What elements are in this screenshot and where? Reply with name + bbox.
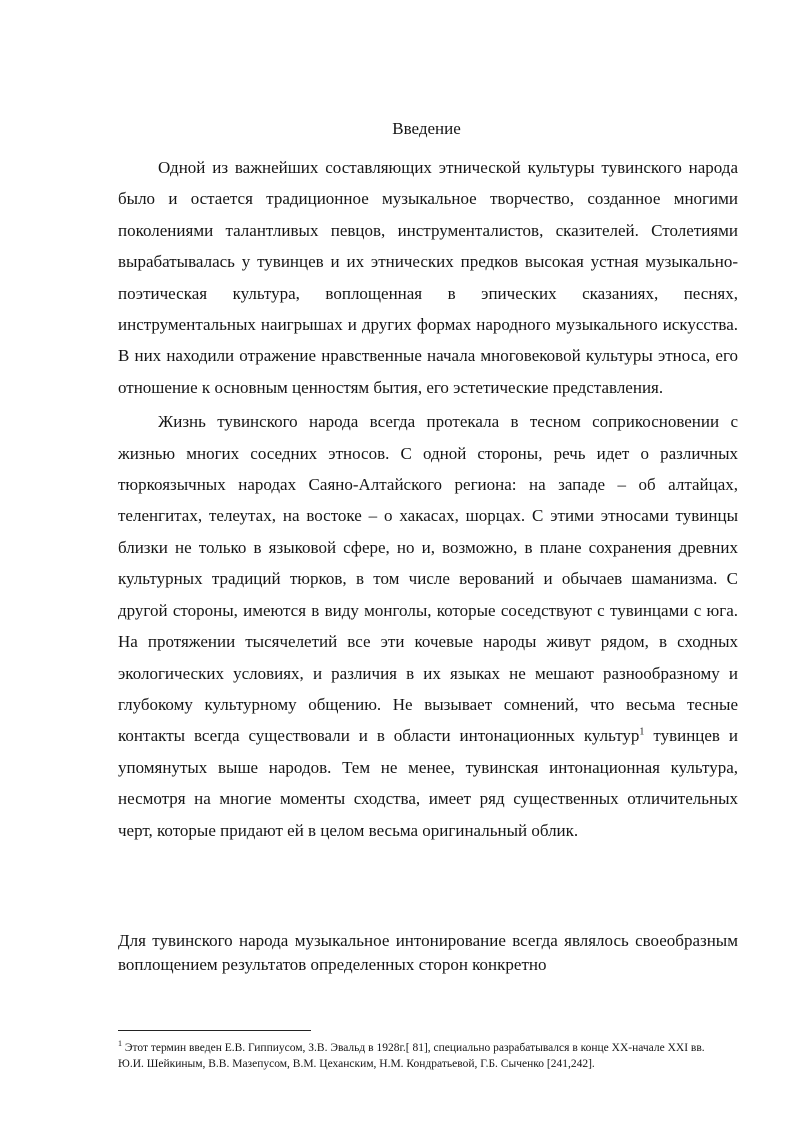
footnote-divider [118, 1030, 311, 1031]
footnote-reference: 1 [639, 726, 645, 738]
paragraph-2-text-end: тувинцев и упомянутых выше народов. Тем не менее, тувинская интонационная культура, несмотря на многие моменты сходства, имеет ряд существенных отличительных черт, которые придают ей в целом весьма оригинальный облик. [118, 726, 738, 840]
paragraph-1: Одной из важнейших составляющих этнической культуры тувинского народа было и остается традиционное музыкальное творчество, созданное многими поколениями талантливых певцов, инструменталистов, сказителей. Столетиями вырабатывалась у тувинцев и их этнических предков высокая устная музыкально-поэтическая культура, воплощенная в эпических сказаниях, песнях, инструментальных наигрышах и других формах народного музыкального искусства. В них находили отражение нравственные начала многовековой культуры этноса, его отношение к основным ценностям бытия, его эстетические представления. [118, 158, 738, 397]
footnote [118, 1040, 720, 1072]
footnote-text: Этот термин введен Е.В. Гиппиусом, З.В. Эвальд в 1928г.[ 81], специально разрабатывался в конце XX-начале XXI вв. Ю.И. Шейкиным, В.В. Мазепусом, В.М. Цеханским, Н.М. Кондратьевой, Г.Б. Сыченко [241,242]. [118, 1042, 705, 1070]
footnote-mark: 1 [118, 1039, 122, 1049]
paragraph-3: Для тувинского народа музыкальное интонирование всегда являлось своеобразным воплощением результатов определенных сторон конкретно [118, 931, 738, 974]
body-text [118, 152, 738, 846]
paragraph-2-text-start: Жизнь тувинского народа всегда протекала в тесном соприкосновении с жизнью многих соседних этносов. С одной стороны, речь идет о различных тюркоязычных народах Саяно-Алтайского региона: на западе – об алтайцах, теленгитах, телеутах, на востоке – о хакасах, шорцах. С этими этносами тувинцы близки не только в языковой сфере, но и, возможно, в плане сохранения древних культурных традиций тюрков, в том числе верований и обычаев шаманизма. С другой стороны, имеются в виду монголы, которые соседствуют с тувинцами с юга. На протяжении тысячелетий все эти кочевые народы живут рядом, в сходных экологических условиях, и различия в их языках не мешают разнообразному и глубокому культурному общению. Не вызывает сомнений, что весьма тесные контакты всегда существовали и в области интонационных культур [118, 412, 738, 746]
paragraph-2 [118, 406, 738, 846]
page-title: Введение [392, 119, 461, 138]
